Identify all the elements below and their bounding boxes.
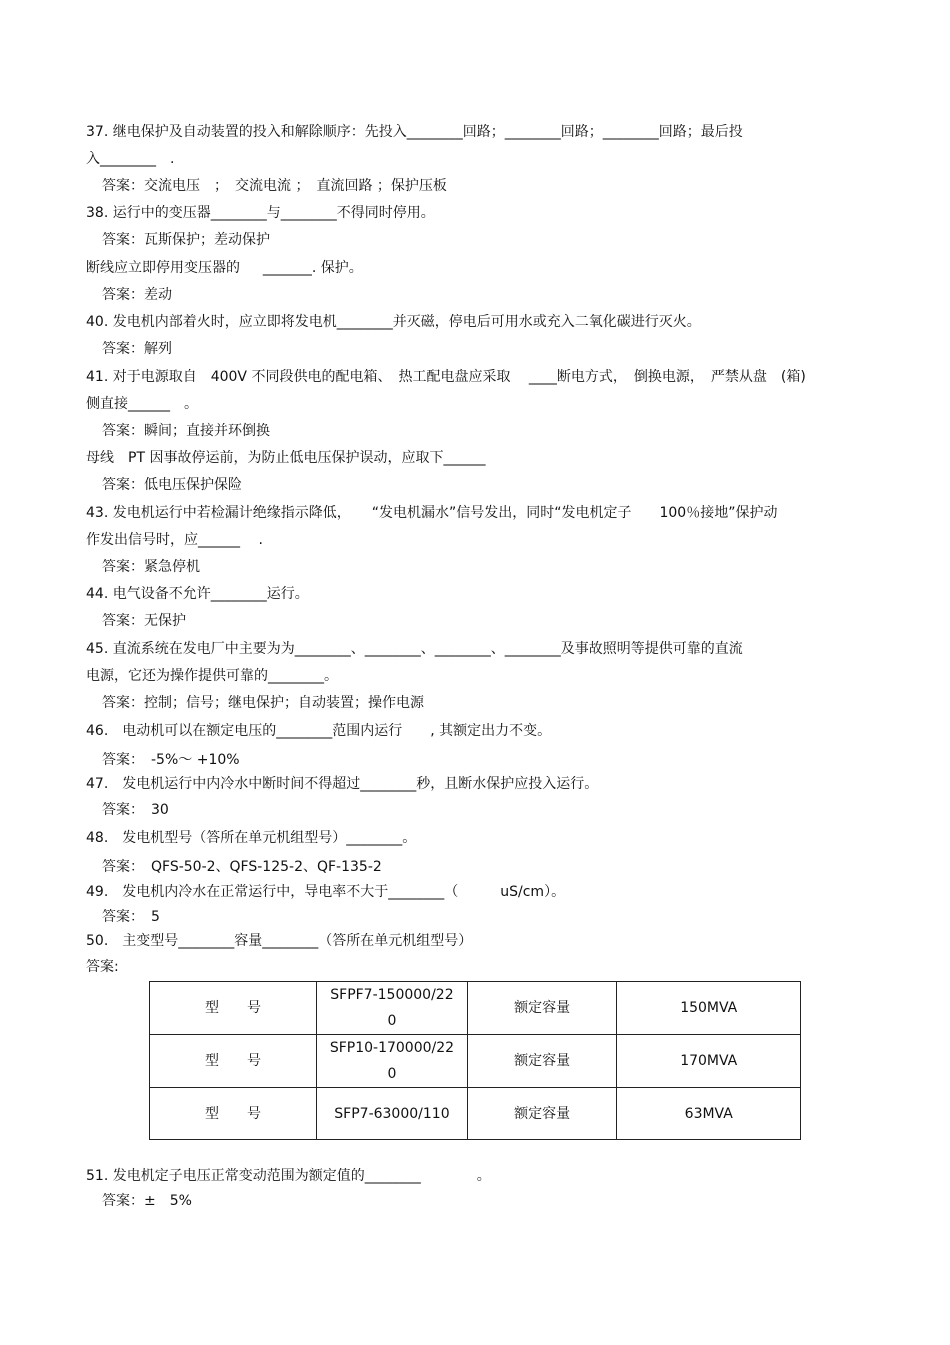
answer-37: 答案：交流电压 ； 交流电流 ； 直流回路 ；保护压板 — [102, 178, 447, 194]
question-44: 44. 电气设备不允许________运行。 — [86, 586, 309, 602]
question-40: 40. 发电机内部着火时，应立即将发电机________并灭磁，停电后可用水或充入二氧化碳进行灭火。 — [86, 314, 701, 330]
question-47: 47. 发电机运行中内冷水中断时间不得超过________秒，且断水保护应投入运行。 — [86, 776, 599, 792]
capacity-value-cell: 63MVA — [617, 1088, 801, 1140]
question-41-line-2: 侧直接______ 。 — [86, 396, 198, 412]
model-label-cell: 型 号 — [150, 1088, 317, 1140]
capacity-value-cell: 150MVA — [617, 982, 801, 1035]
table-row — [150, 1088, 801, 1140]
answer-42: 答案：低电压保护保险 — [102, 477, 242, 493]
transformer-spec-table — [149, 981, 801, 1140]
answer-38: 答案：瓦斯保护；差动保护 — [102, 232, 270, 248]
answer-39: 答案：差动 — [102, 287, 172, 303]
question-45-line-1: 45. 直流系统在发电厂中主要为为________、________、________、________及事故照明等提供可靠的直流 — [86, 641, 743, 657]
answer-44: 答案：无保护 — [102, 613, 186, 629]
model-value-part: SFPF7-150000/22 — [330, 987, 454, 1003]
answer-48: 答案： QFS-50-2、QFS-125-2、QF-135-2 — [102, 859, 382, 875]
answer-51: 答案：± 5% — [102, 1193, 192, 1209]
question-37-line-1: 37. 继电保护及自动装置的投入和解除顺序：先投入________回路；________回路；________回路；最后投 — [86, 124, 743, 140]
answer-40: 答案：解列 — [102, 341, 172, 357]
capacity-value-cell: 170MVA — [617, 1035, 801, 1088]
capacity-label-cell: 额定容量 — [467, 1035, 617, 1088]
answer-47: 答案： 30 — [102, 802, 169, 818]
model-label-cell: 型 号 — [150, 982, 317, 1035]
question-43-line-1: 43. 发电机运行中若检漏计绝缘指示降低， “发电机漏水”信号发出，同时“发电机定子 100％接地”保护动 — [86, 505, 778, 521]
answer-45: 答案：控制；信号；继电保护；自动装置；操作电源 — [102, 695, 424, 711]
question-41-line-1: 41. 对于电源取自 400V 不同段供电的配电箱、 热工配电盘应采取 ____断电方式， 倒换电源， 严禁从盘 (箱) — [86, 369, 806, 385]
model-label-cell: 型 号 — [150, 1035, 317, 1088]
question-49: 49. 发电机内冷水在正常运行中，导电率不大于________（ uS/cm）。 — [86, 884, 566, 900]
model-value-part: 0 — [387, 1066, 397, 1082]
model-value-cell: SFP7-63000/110 — [317, 1088, 468, 1140]
answer-46: 答案： -5%～ +10% — [102, 752, 240, 768]
question-51: 51. 发电机定子电压正常变动范围为额定值的________ 。 — [86, 1168, 491, 1184]
question-38: 38. 运行中的变压器________与________不得同时停用。 — [86, 205, 435, 221]
model-value-part: 0 — [387, 1013, 397, 1029]
table-row — [150, 982, 801, 1035]
question-42: 母线 PT 因事故停运前，为防止低电压保护误动，应取下______ — [86, 450, 486, 466]
question-37-line-2: 入________ . — [86, 151, 175, 167]
capacity-label-cell: 额定容量 — [467, 1088, 617, 1140]
question-48: 48. 发电机型号（答所在单元机组型号）________。 — [86, 830, 417, 846]
question-43-line-2: 作发出信号时，应______ . — [86, 532, 263, 548]
table-row — [150, 1035, 801, 1088]
question-45-line-2: 电源，它还为操作提供可靠的________。 — [86, 668, 338, 684]
capacity-label-cell: 额定容量 — [467, 982, 617, 1035]
answer-49: 答案： 5 — [102, 909, 160, 925]
model-value-cell — [317, 982, 468, 1035]
answer-50-label: 答案: — [86, 959, 119, 975]
model-value-part: SFP10-170000/22 — [329, 1040, 455, 1056]
model-value-cell — [317, 1035, 468, 1088]
answer-41: 答案：瞬间；直接并环倒换 — [102, 423, 270, 439]
question-46: 46. 电动机可以在额定电压的________范围内运行 , 其额定出力不变。 — [86, 723, 552, 739]
question-39: 断线应立即停用变压器的 _______. 保护。 — [86, 260, 363, 276]
question-50: 50. 主变型号________容量________（答所在单元机组型号） — [86, 933, 473, 949]
answer-43: 答案：紧急停机 — [102, 559, 200, 575]
